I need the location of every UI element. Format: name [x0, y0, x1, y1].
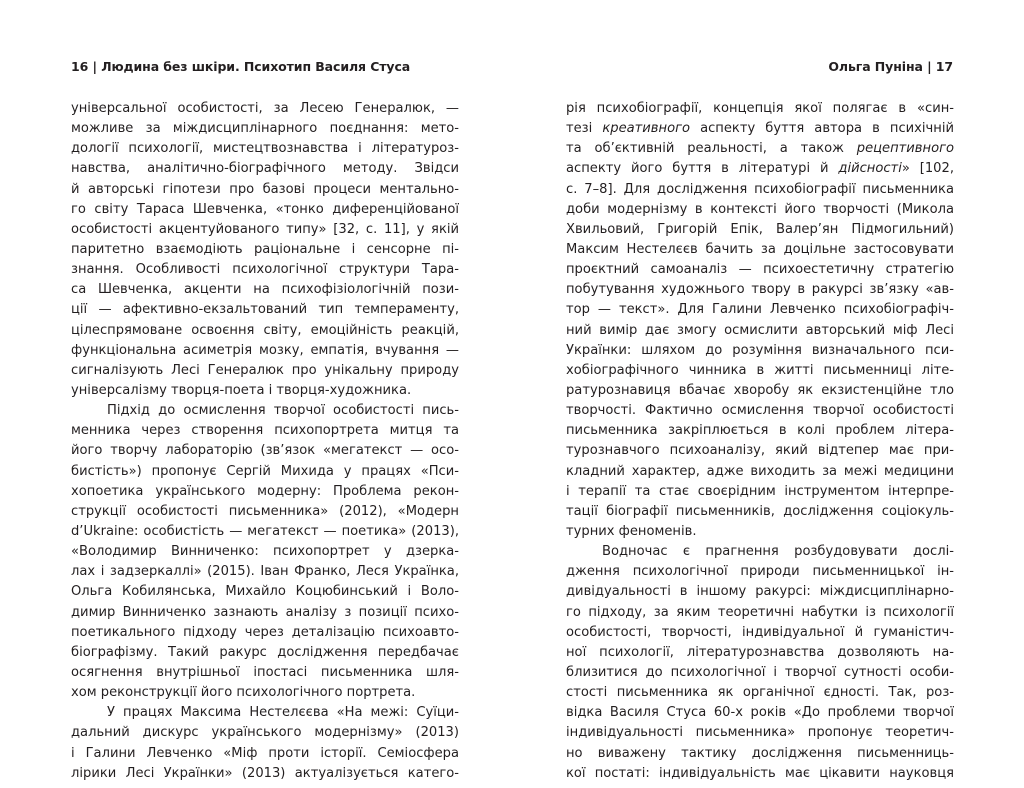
italic-term: рецептивного	[856, 141, 954, 157]
text-line: менника через створення психопортрета митця та	[71, 423, 459, 439]
text-line: Ольга Кобилянська, Михайло Коцюбинський і Воло-	[71, 584, 459, 600]
left-page-number: 16	[71, 59, 89, 74]
text-line: струкції особистості письменника» (2012), «Модерн	[71, 503, 459, 519]
text-line: відка Василя Стуса 60-х років «До проблеми творчої	[566, 705, 954, 721]
text-line: но виважену тактику дослідження письменниць-	[566, 745, 954, 761]
text-line: доби модернізму в контексті його творчості (Микола	[566, 201, 954, 217]
text-line: хом реконструкції його психологічного портрета.	[71, 685, 416, 701]
right-page-number: 17	[935, 59, 953, 74]
text-fragment: » [102,	[901, 161, 954, 177]
text-line: d’Ukraine: особистість — мегатекст — поетика» (2013),	[71, 523, 459, 539]
text-line: дження психологічної природи письменницької ін-	[566, 564, 954, 580]
text-line: ратурознавиця вбачає хворобу як екзистенційне тло	[566, 382, 954, 398]
left-page-header	[71, 59, 410, 74]
text-line: письменника закріплюється в колі проблем літера-	[566, 423, 954, 439]
text-line	[566, 139, 954, 159]
text-line: с. 7–8]. Для дослідження психобіографії письменника	[566, 181, 954, 197]
text-line: са Шевченка, акценти на психофізіологічній пози-	[71, 282, 459, 298]
text-line: його творчу лабораторію (зв’язок «мегатекст — осо-	[71, 443, 459, 459]
text-fragment: та об’єктивній реальності, а також	[566, 141, 844, 157]
text-line: і Галини Левченко «Міф проти історії. Семіосфера	[71, 745, 459, 761]
text-line: кладний характер, адже виходить за межі медицини	[566, 463, 954, 479]
italic-term: дійсності	[838, 161, 902, 177]
right-running-author: Ольга Пуніна	[828, 59, 923, 74]
text-line: осягнення внутрішньої іпостасі письменника шля-	[71, 664, 459, 680]
text-line: паритетно взаємодіють раціональне і сенсорне пі-	[71, 241, 459, 257]
text-line: й авторські гіпотези про базові процеси ментально-	[71, 181, 459, 197]
text-line: бистість») пропонує Сергій Михида у працях «Пси-	[71, 463, 459, 479]
text-line: У працях Максима Нестелєєва «На межі: Суїци-	[107, 705, 459, 721]
text-line: турознавчого психоаналізу, який відтепер має при-	[566, 443, 954, 459]
text-line: ний вимір дає змогу осмислити авторський міф Лесі	[566, 322, 954, 338]
text-fragment: аспекту його буття в літературі й	[566, 161, 829, 177]
text-line: творчості. Фактично осмислення творчої особистості	[566, 403, 954, 419]
text-line: рія психобіографії, концепція якої полягає в «син-	[566, 101, 954, 116]
italic-term: креативного	[602, 121, 690, 137]
text-line: побутування художнього твору в ракурсі зв’язку «ав-	[566, 282, 954, 298]
text-line: близитися до психологічної і творчої сутності особи-	[566, 664, 954, 680]
text-line: Хвильовий, Григорій Епік, Валер’ян Підмогильний)	[566, 221, 954, 237]
text-line: тор — текст». Для Галини Левченко психобіографіч-	[566, 302, 954, 318]
left-running-title: Людина без шкіри. Психотип Василя Стуса	[101, 59, 411, 74]
text-line: ної психології, літературознавства дозволяють на-	[566, 644, 954, 660]
text-line: дальний дискурс українського модернізму» (2013)	[71, 725, 459, 741]
text-line: універсальної особистості, за Лесею Генералюк, —	[71, 101, 459, 116]
text-line: особистості, творчості, індивідуальної й гуманістич-	[566, 624, 954, 640]
text-fragment: тезі	[566, 121, 603, 137]
text-line: лірики Лесі Українки» (2013) актуалізується катего-	[71, 765, 459, 781]
text-line: навства, аналітично-біографічного методу. Звідси	[71, 161, 459, 177]
text-fragment: аспекту буття автора в психічній	[690, 121, 954, 137]
text-line: біографізму. Такий ракурс дослідження передбачає	[71, 644, 459, 660]
text-line: кої постаті: індивідуальність має цікавити науковця	[566, 765, 954, 781]
text-line: Максим Нестелєєв бачить за доцільне застосовувати	[566, 241, 954, 257]
text-line: універсалізму творця-поета і творця-художника.	[71, 382, 412, 398]
text-line: дології психології, мистецтвознавства і літературоз-	[71, 141, 459, 157]
text-line: хобіографічного чинника в житті письменниці літе-	[566, 362, 954, 378]
text-line: поетикального підходу через деталізацію психоавто-	[71, 624, 459, 640]
text-line: сигналізують Лесі Генералюк про унікальну природу	[71, 362, 459, 378]
text-line: цілеспрямоване освоєння світу, емоційність реакцій,	[71, 322, 459, 338]
text-line	[566, 119, 954, 139]
text-line: можливе за міждисциплінарного поєднання: мето-	[71, 121, 459, 137]
text-line: індивідуальності письменника» пропонує теоретич-	[566, 725, 954, 741]
text-line: «Володимир Винниченко: психопортрет у дзерка-	[71, 544, 459, 560]
text-line: проєктний самоаналіз — психоестетичну стратегію	[566, 262, 954, 278]
text-line: функціональна асиметрія мозку, емпатія, вчування —	[71, 342, 459, 358]
right-page-body	[566, 99, 954, 784]
text-line: і терапії та стає своєрідним інструментом інтерпре-	[566, 483, 954, 499]
text-line: знання. Особливості психологічної структури Тара-	[71, 262, 459, 278]
text-line: лах і задзеркаллі» (2015). Іван Франко, Леся Українка,	[71, 564, 459, 580]
text-line: Українки: шляхом до розуміння визначального пси-	[566, 342, 954, 358]
text-line: особистості акцентуйованого типу» [32, с. 11], у якій	[71, 221, 459, 237]
text-line: турних феноменів.	[566, 523, 697, 539]
text-line: го світу Тараса Шевченка, «тонко диференційованої	[71, 201, 459, 217]
text-line: дивідуальності в іншому ракурсі: міждисциплінарно-	[566, 584, 954, 600]
left-page-body	[71, 99, 459, 784]
text-line	[566, 159, 954, 179]
text-line: Підхід до осмислення творчої особистості пись-	[107, 403, 459, 419]
text-line: димир Винниченко зазнають аналізу з позиції психо-	[71, 604, 459, 620]
text-line: Водночас є прагнення розбудовувати дослі-	[602, 544, 954, 560]
text-line: хопоетика українського модерну: Проблема рекон-	[71, 483, 459, 499]
text-line: тації біографії письменників, дослідження соціокуль-	[566, 503, 954, 519]
header-separator: |	[92, 59, 102, 74]
right-page-header	[828, 59, 953, 74]
header-separator: |	[927, 59, 936, 74]
text-line: го підходу, за яким теоретичні набутки із психології	[566, 604, 954, 620]
text-line: ції — афективно-екзальтований тип темпераменту,	[71, 302, 459, 318]
text-line: стості письменника як органічної єдності. Так, роз-	[566, 685, 954, 701]
